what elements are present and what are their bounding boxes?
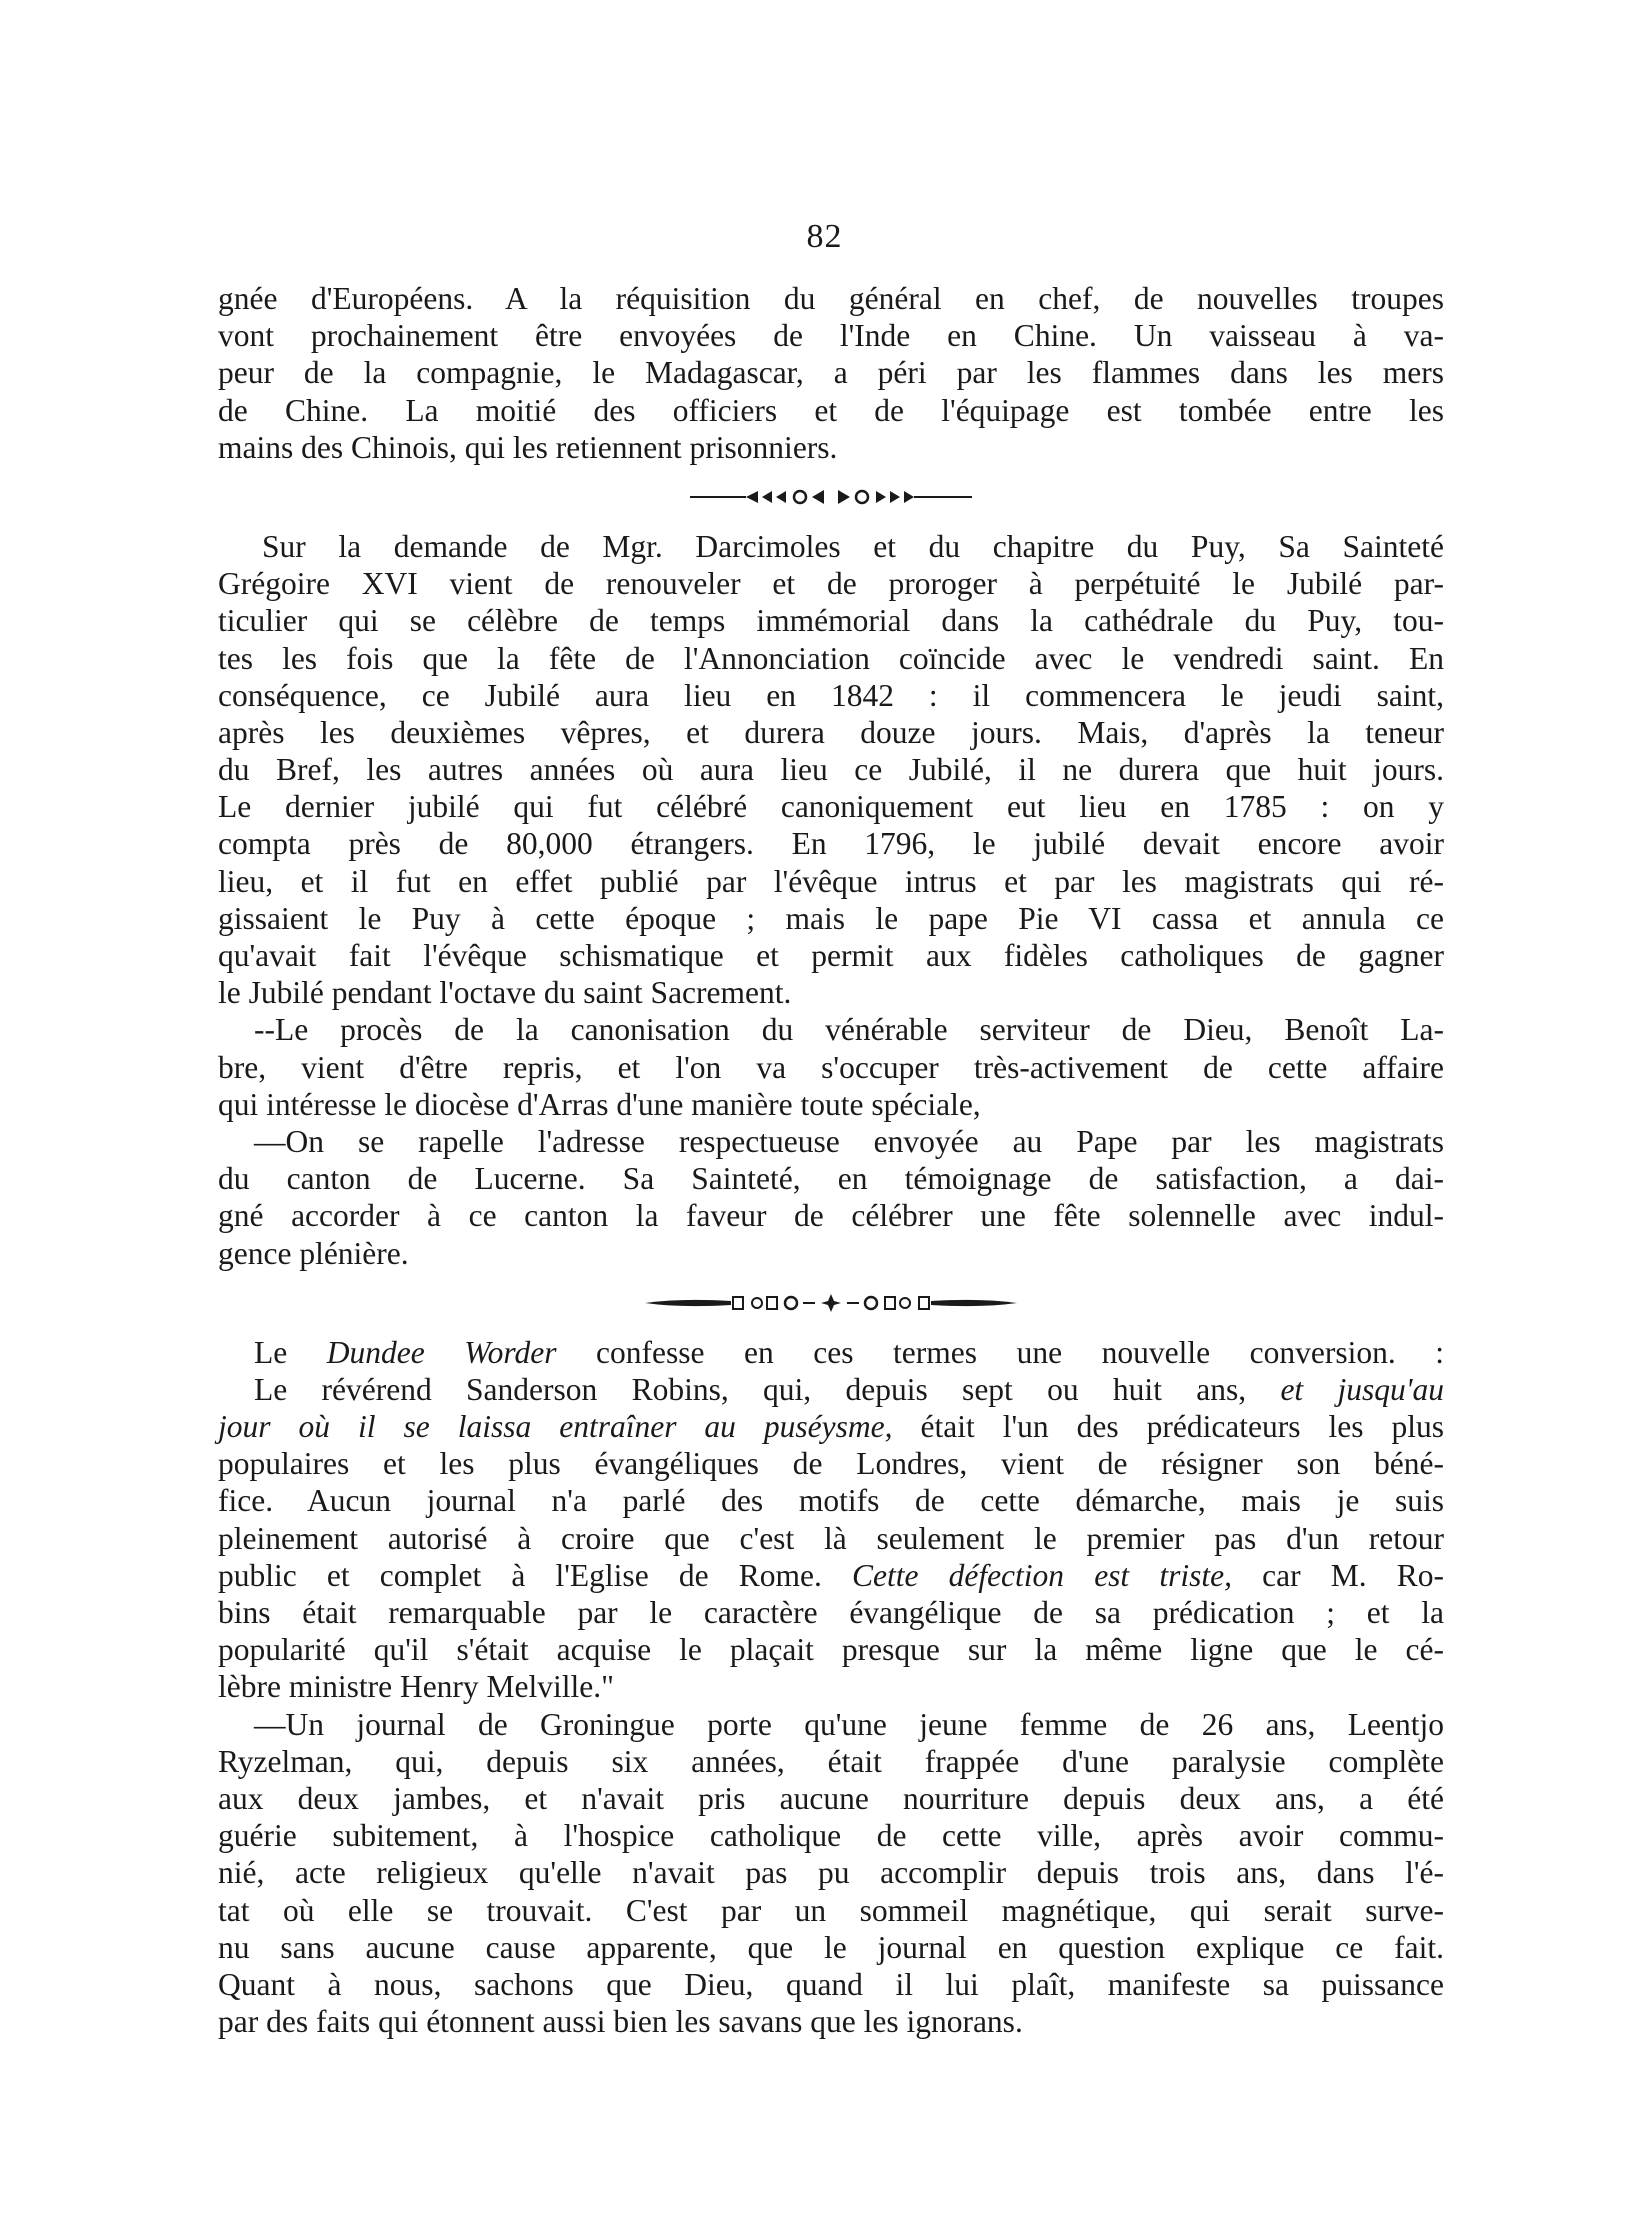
text-line xyxy=(218,1371,1444,1408)
text-line: bins était remarquable par le caractère évangélique de sa prédication ; et la xyxy=(218,1595,1444,1630)
text-line: lèbre ministre Henry Melville." xyxy=(218,1669,614,1705)
text-fragment: public et complet à l'Eglise de Rome. xyxy=(218,1557,852,1593)
text-line: gence plénière. xyxy=(218,1235,409,1271)
text-line: qu'avait fait l'évêque schismatique et permit aux fidèles catholiques de gagner xyxy=(218,938,1444,973)
newspaper-title: Dundee Worder xyxy=(326,1334,557,1370)
text-line: fice. Aucun journal n'a parlé des motifs de cette démarche, mais je suis xyxy=(218,1483,1444,1519)
text-line: vont prochainement être envoyées de l'Inde en Chine. Un vaisseau à va- xyxy=(218,318,1444,354)
paragraph-china-news xyxy=(218,280,1444,466)
text-line: par des faits qui étonnent aussi bien les savans que les ignorans. xyxy=(218,2004,1023,2040)
text-line: le Jubilé pendant l'octave du saint Sacrement. xyxy=(218,975,792,1011)
text-fragment: était l'un des prédicateurs les plus xyxy=(892,1409,1444,1445)
paragraph-groningen xyxy=(218,1706,1444,2041)
text-line: compta près de 80,000 étrangers. En 1796, le jubilé devait encore avoir xyxy=(218,826,1444,862)
paragraph-jubilee xyxy=(218,528,1444,1272)
text-line: peur de la compagnie, le Madagascar, a péri par les flammes dans les mers xyxy=(218,355,1444,391)
text-line: mains des Chinois, qui les retiennent prisonniers. xyxy=(218,429,838,465)
text-line: lieu, et il fut en effet publié par l'évêque intrus et par les magistrats qui ré- xyxy=(218,863,1444,899)
text-line: bre, vient d'être repris, et l'on va s'occuper très-activement de cette affaire xyxy=(218,1049,1444,1085)
ornament-flourish-icon xyxy=(641,1292,1021,1314)
text-line: --Le procès de la canonisation du vénérable serviteur de Dieu, Benoît La- xyxy=(254,1012,1444,1048)
text-line: après les deuxièmes vêpres, et durera douze jours. Mais, d'après la teneur xyxy=(218,714,1444,750)
text-line xyxy=(218,1334,1444,1371)
italic-text: Cette défection est triste, xyxy=(851,1557,1232,1593)
text-line: Sur la demande de Mgr. Darcimoles et du chapitre du Puy, Sa Sainteté xyxy=(262,528,1444,564)
text-line: du Bref, les autres années où aura lieu ce Jubilé, il ne durera que huit jours. xyxy=(218,752,1444,788)
text-line: Grégoire XVI vient de renouveler et de proroger à perpétuité le Jubilé par- xyxy=(218,566,1444,602)
ornament-flourish-icon xyxy=(686,487,976,507)
text-line: ticulier qui se célèbre de temps immémorial dans la cathédrale du Puy, tou- xyxy=(218,603,1444,639)
text-fragment: car M. Ro- xyxy=(1231,1557,1444,1593)
text-line: gné accorder à ce canton la faveur de célébrer une fête solennelle avec indul- xyxy=(218,1198,1444,1234)
text-line: —On se rapelle l'adresse respectueuse envoyée au Pape par les magistrats xyxy=(254,1123,1444,1159)
text-line: conséquence, ce Jubilé aura lieu en 1842 : il commencera le jeudi saint, xyxy=(218,677,1444,713)
text-fragment: Le révérend Sanderson Robins, qui, depuis sept ou huit ans, xyxy=(254,1371,1281,1407)
text-line: pleinement autorisé à croire que c'est là seulement le premier pas d'un retour xyxy=(218,1520,1444,1556)
text-line: gnée d'Européens. A la réquisition du général en chef, de nouvelles troupes xyxy=(218,281,1444,316)
text-line: du canton de Lucerne. Sa Sainteté, en témoignage de satisfaction, a dai- xyxy=(218,1161,1444,1197)
paragraph-conversion xyxy=(218,1334,1444,1706)
ornament-divider-1 xyxy=(218,466,1444,528)
ornament-divider-2 xyxy=(218,1272,1444,1334)
page-number: 82 xyxy=(806,218,843,255)
text-fragment: confesse en ces termes une nouvelle conversion. : xyxy=(556,1334,1444,1370)
text-line: nu sans aucune cause apparente, que le journal en question explique ce fait. xyxy=(218,1929,1444,1965)
text-line: Quant à nous, sachons que Dieu, quand il lui plaît, manifeste sa puissance xyxy=(218,1966,1444,2002)
text-line: tes les fois que la fête de l'Annonciation coïncide avec le vendredi saint. En xyxy=(218,640,1444,676)
italic-text: et jusqu'au xyxy=(1280,1371,1445,1407)
text-line: —Un journal de Groningue porte qu'une jeune femme de 26 ans, Leentjo xyxy=(254,1706,1444,1742)
text-line: tat où elle se trouvait. C'est par un sommeil magnétique, qui serait surve- xyxy=(218,1892,1444,1928)
text-line: guérie subitement, à l'hospice catholique de cette ville, après avoir commu- xyxy=(218,1818,1444,1854)
text-line: qui intéresse le diocèse d'Arras d'une manière toute spéciale, xyxy=(218,1086,981,1122)
text-line: populaires et les plus évangéliques de Londres, vient de résigner son béné- xyxy=(218,1446,1444,1482)
italic-text: jour où il se laissa entraîner au puséysme, xyxy=(218,1409,893,1445)
text-line xyxy=(218,1408,1444,1445)
text-fragment: Le xyxy=(254,1334,327,1370)
text-line: aux deux jambes, et n'avait pris aucune nourriture depuis deux ans, a été xyxy=(218,1780,1444,1816)
text-line: de Chine. La moitié des officiers et de l'équipage est tombée entre les xyxy=(218,392,1444,428)
text-line: gissaient le Puy à cette époque ; mais le pape Pie VI cassa et annula ce xyxy=(218,900,1444,936)
article-text xyxy=(218,280,1444,2040)
text-line xyxy=(218,1557,1444,1594)
text-line: Ryzelman, qui, depuis six années, était frappée d'une paralysie complète xyxy=(218,1743,1444,1779)
text-line: Le dernier jubilé qui fut célébré canoniquement eut lieu en 1785 : on y xyxy=(218,789,1444,825)
text-line: popularité qu'il s'était acquise le plaçait presque sur la même ligne que le cé- xyxy=(218,1632,1444,1668)
text-line: nié, acte religieux qu'elle n'avait pas pu accomplir depuis trois ans, dans l'é- xyxy=(218,1855,1444,1891)
